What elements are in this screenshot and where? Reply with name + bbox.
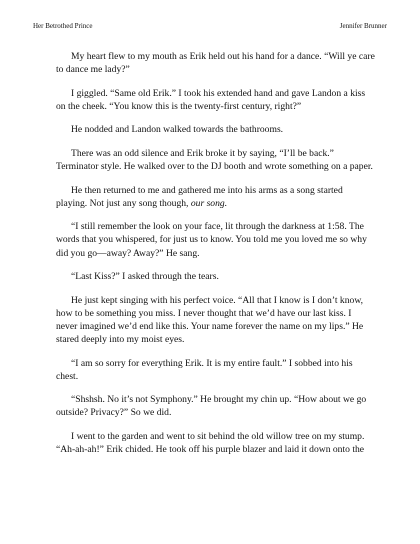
paragraph: There was an odd silence and Erik broke it by saying, “I’ll be back.” Terminator style. He walked over to the DJ booth and wrote something on a paper. [56, 147, 373, 173]
paragraph: “Last Kiss?” I asked through the tears. [71, 271, 219, 283]
paragraph: He just kept singing with his perfect voice. “All that I know is I don’t know, how to be something you miss. I never thought that we’d have our last kiss. I never imagined we’d end like this. Your name forever the name on my lips.” He stared deeply into my moist eyes. [56, 294, 364, 345]
paragraph: He nodded and Landon walked towards the bathrooms. [71, 124, 284, 136]
body-text [56, 50, 375, 467]
running-header [33, 22, 387, 30]
paragraph: “I still remember the look on your face, lit through the darkness at 1:58. The words that you whispered, for just us to know. You told me you loved me so why did you go—away? Away?” He sang. [56, 221, 367, 259]
paragraph: I giggled. “Same old Erik.” I took his extended hand and gave Landon a kiss on the cheek. “You know this is the twenty-first century, right?” [56, 87, 366, 112]
paragraph: “I am so sorry for everything Erik. It is my entire fault.” I sobbed into his chest. [56, 357, 353, 382]
author-name: Jennifer Brunner [339, 22, 387, 30]
paragraph: “Shshsh. No it’s not Symphony.” He brought my chin up. “How about we go outside? Privacy?” So we did. [56, 394, 367, 419]
emphasized-text: our song. [190, 197, 228, 209]
book-title: Her Betrothed Prince [33, 22, 93, 30]
paragraph: I went to the garden and went to sit behind the old willow tree on my stump. “Ah-ah-ah!” Erik chided. He took off his purple blazer and laid it down onto the [56, 430, 365, 456]
paragraph: My heart flew to my mouth as Erik held out his hand for a dance. “Will ye care to dance me lady?” [56, 51, 375, 76]
paragraph-text: He then returned to me and gathered me into his arms as a song started playing. Not just any song though, [56, 184, 343, 209]
paragraph [56, 184, 375, 210]
